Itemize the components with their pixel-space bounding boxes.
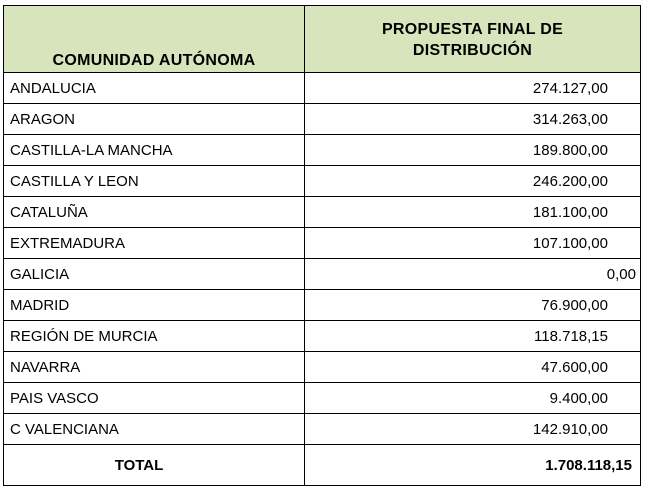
row-name: GALICIA [4, 259, 305, 290]
row-value: 314.263,00 [305, 104, 641, 135]
row-value: 181.100,00 [305, 197, 641, 228]
row-value: 142.910,00 [305, 414, 641, 445]
row-value: 246.200,00 [305, 166, 641, 197]
header-propuesta [305, 6, 641, 73]
table-row [4, 135, 641, 166]
table-row [4, 259, 641, 290]
header-propuesta-line2: DISTRIBUCIÓN [412, 42, 533, 59]
row-value: 118.718,15 [305, 321, 641, 352]
row-value: 0,00 [305, 259, 641, 290]
row-value: 189.800,00 [305, 135, 641, 166]
table-row [4, 228, 641, 259]
header-propuesta-line1: PROPUESTA FINAL DE [381, 21, 564, 38]
row-value: 76.900,00 [305, 290, 641, 321]
row-name: MADRID [4, 290, 305, 321]
row-name: PAIS VASCO [4, 383, 305, 414]
table-row [4, 414, 641, 445]
total-label: TOTAL [4, 445, 305, 486]
table-row [4, 197, 641, 228]
table-footer [4, 445, 641, 486]
distribution-table [3, 5, 641, 486]
row-name: ANDALUCIA [4, 73, 305, 104]
table-row [4, 352, 641, 383]
table-row [4, 383, 641, 414]
table-row [4, 104, 641, 135]
header-row [4, 6, 641, 73]
total-row [4, 445, 641, 486]
table-row [4, 166, 641, 197]
row-value: 274.127,00 [305, 73, 641, 104]
header-comunidad: COMUNIDAD AUTÓNOMA [4, 6, 305, 73]
row-name: CASTILLA-LA MANCHA [4, 135, 305, 166]
row-name: NAVARRA [4, 352, 305, 383]
table-row [4, 290, 641, 321]
row-name: REGIÓN DE MURCIA [4, 321, 305, 352]
table-row [4, 321, 641, 352]
table-row [4, 73, 641, 104]
row-value: 47.600,00 [305, 352, 641, 383]
row-value: 107.100,00 [305, 228, 641, 259]
distribution-table-container [3, 5, 641, 486]
table-body [4, 73, 641, 445]
table-header [4, 6, 641, 73]
row-value: 9.400,00 [305, 383, 641, 414]
row-name: CASTILLA Y LEON [4, 166, 305, 197]
row-name: CATALUÑA [4, 197, 305, 228]
row-name: C VALENCIANA [4, 414, 305, 445]
row-name: ARAGON [4, 104, 305, 135]
total-value: 1.708.118,15 [305, 445, 641, 486]
row-name: EXTREMADURA [4, 228, 305, 259]
